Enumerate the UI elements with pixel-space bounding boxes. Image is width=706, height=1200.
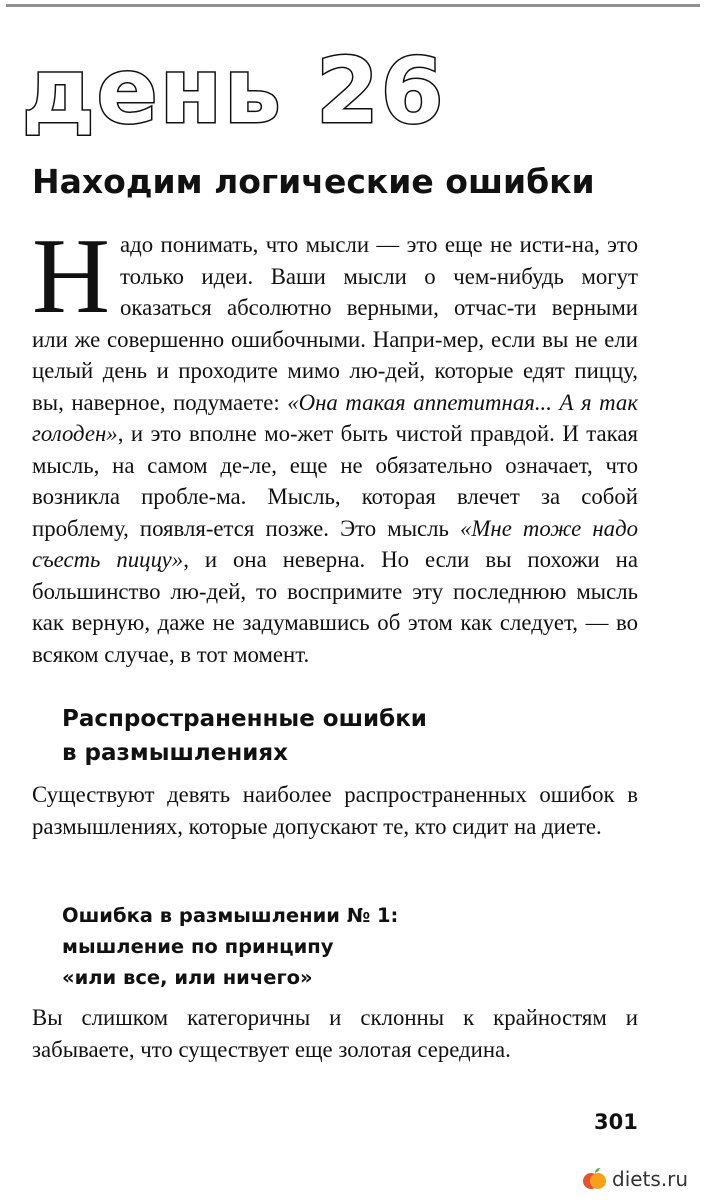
- sub-heading-line-2: мышление по принципу: [62, 935, 334, 958]
- intro-paragraph: [32, 217, 638, 670]
- drop-cap: Н: [32, 217, 110, 336]
- intro-quote-2: «Мне тоже надо съесть пиццу»: [32, 515, 638, 572]
- day-title: день 26: [22, 39, 446, 144]
- watermark: [582, 1166, 688, 1192]
- sub-heading-line-1: Ошибка в размышлении № 1:: [62, 904, 399, 927]
- apple-icon: [582, 1166, 608, 1192]
- error-1-paragraph: Вы слишком категоричны и склонны к крайностям и забываете, что существует еще золотая середина.: [32, 1005, 638, 1062]
- watermark-text: diets.ru: [612, 1167, 689, 1191]
- intro-text-a: адо понимать, что мысли — это еще не исти-на, это только идеи. Ваши мысли о чем-нибудь могут оказаться абсолютно верными, отчас-ти верными или же совершенно ошибочными. Напри-мер, если вы не ели целый день и проходите мимо лю-дей, которые едят пиццу, вы, наверное, подумаете:: [32, 232, 638, 415]
- chapter-title: Находим логические ошибки: [32, 162, 595, 201]
- intro-quote-1: «Она такая аппетитная... А я так голоден»: [32, 389, 638, 446]
- section-heading-line-2: в размышлениях: [62, 740, 288, 766]
- intro-text-c: , и она неверна. Но если вы похожи на большинство лю-дей, то воспримите эту последнюю мысль как верную, даже не задумавшись об этом как следует, — во всяком случае, в тот момент.: [32, 547, 638, 667]
- sub-heading-line-3: «или все, или ничего»: [62, 966, 313, 989]
- page-number: 301: [594, 1110, 638, 1134]
- section-heading: [62, 702, 582, 770]
- section-heading-line-1: Распространенные ошибки: [62, 706, 427, 732]
- sub-heading: [62, 900, 602, 993]
- section-paragraph: Существуют девять наиболее распространенных ошибок в размышлениях, которые допускают те, кто сидит на диете.: [32, 782, 638, 839]
- intro-text-b: , и это вполне мо-жет быть чистой правдой. И такая мысль, на самом де-ле, еще не обязательно означает, что возникла пробле-ма. Мысль, которая влечет за собой проблему, появля-ется позже. Это мысль: [32, 421, 638, 541]
- top-rule: [6, 4, 700, 7]
